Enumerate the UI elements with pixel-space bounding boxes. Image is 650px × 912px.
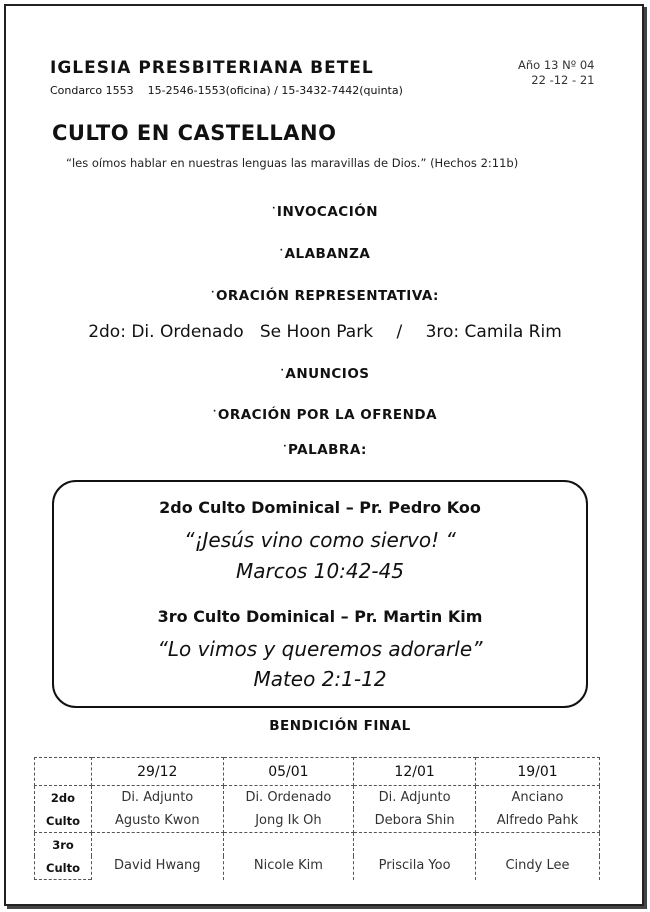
- church-phones: 15-2546-1553(oficina) / 15-3432-7442(quinta): [147, 84, 403, 97]
- table-row: [35, 786, 600, 810]
- order-palabra: ·PALABRA:: [283, 442, 367, 458]
- issue-info: [518, 58, 594, 88]
- row-label-2do-culto: Culto: [35, 809, 92, 833]
- sermon-passage-3ro: Mateo 2:1-12: [253, 667, 387, 691]
- order-alabanza: ·ALABANZA: [279, 246, 371, 262]
- schedule-date: 05/01: [223, 758, 354, 786]
- schedule-name: David Hwang: [92, 833, 224, 880]
- sermon-heading-3ro: 3ro Culto Dominical – Pr. Martin Kim: [157, 607, 483, 626]
- schedule-date: 19/01: [475, 758, 599, 786]
- order-bendicion: BENDICIÓN FINAL: [269, 718, 411, 734]
- sermon-box: [52, 480, 588, 708]
- row-label-3ro: 3ro: [35, 833, 92, 857]
- church-address: Condarco 1553: [50, 84, 134, 97]
- church-name: IGLESIA PRESBITERIANA BETEL: [50, 58, 374, 78]
- order-anuncios: ·ANUNCIOS: [280, 366, 370, 382]
- row-label-3ro-culto: Culto: [35, 856, 92, 880]
- schedule-role: Di. Adjunto: [92, 786, 224, 810]
- schedule-date: 29/12: [92, 758, 224, 786]
- schedule-name: Jong Ik Oh: [223, 809, 354, 833]
- schedule-table: [34, 757, 600, 880]
- schedule-name: Alfredo Pahk: [475, 809, 599, 833]
- issue-date: 22 -12 - 21: [531, 73, 595, 87]
- sermon-heading-2do: 2do Culto Dominical – Pr. Pedro Koo: [159, 498, 481, 517]
- order-ofrenda: ·ORACIÓN POR LA OFRENDA: [212, 407, 438, 423]
- table-row: [35, 833, 600, 857]
- schedule-name: Debora Shin: [354, 809, 476, 833]
- schedule-header-row: [35, 758, 600, 786]
- schedule-name: Cindy Lee: [475, 833, 599, 880]
- sermon-title-2do: “¡Jesús vino como siervo! “: [184, 528, 456, 552]
- schedule-corner: [35, 758, 92, 786]
- prayer-separator: /: [396, 322, 403, 342]
- schedule-role: Di. Ordenado: [223, 786, 354, 810]
- prayer-leader-2do: 2do: Di. Ordenado Se Hoon Park: [88, 322, 374, 342]
- order-invocacion: ·INVOCACIÓN: [272, 204, 378, 220]
- schedule-date: 12/01: [354, 758, 476, 786]
- service-verse: “les oímos hablar en nuestras lenguas las maravillas de Dios.” (Hechos 2:11b): [66, 156, 519, 170]
- order-oracion-representativa: ·ORACIÓN REPRESENTATIVA:: [211, 288, 439, 304]
- sermon-title-3ro: “Lo vimos y queremos adorarle”: [157, 637, 483, 661]
- church-contact: [50, 84, 417, 97]
- schedule-name: Priscila Yoo: [354, 833, 476, 880]
- schedule-role: Anciano: [475, 786, 599, 810]
- schedule-name: Agusto Kwon: [92, 809, 224, 833]
- prayer-leader-3ro: 3ro: Camila Rim: [425, 322, 562, 342]
- schedule-role: Di. Adjunto: [354, 786, 476, 810]
- issue-number: Año 13 Nº 04: [518, 58, 595, 72]
- sermon-passage-2do: Marcos 10:42-45: [235, 559, 405, 583]
- schedule-name: Nicole Kim: [223, 833, 354, 880]
- table-row: [35, 809, 600, 833]
- row-label-2do: 2do: [35, 786, 92, 810]
- service-title: CULTO EN CASTELLANO: [52, 121, 337, 145]
- prayer-leaders: [0, 322, 650, 342]
